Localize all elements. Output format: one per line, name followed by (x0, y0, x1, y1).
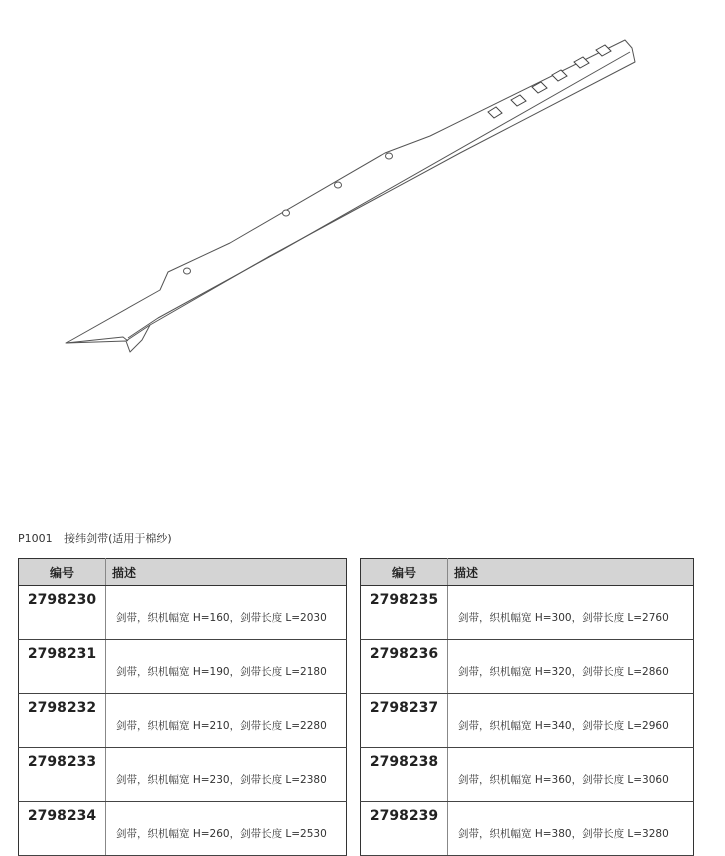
table-row (19, 694, 347, 748)
band-hole (335, 182, 342, 188)
part-code: 2798238 (361, 748, 448, 802)
table-row (361, 694, 694, 748)
table-row (361, 586, 694, 640)
part-description: 剑带，织机幅宽 H=340，剑带长度 L=2960 (448, 694, 694, 748)
table-row (19, 748, 347, 802)
header-code: 编号 (361, 559, 448, 586)
band-inner-edge (128, 52, 630, 338)
part-description: 剑带，织机幅宽 H=260，剑带长度 L=2530 (106, 802, 347, 856)
part-description: 剑带，织机幅宽 H=230，剑带长度 L=2380 (106, 748, 347, 802)
table-row (19, 586, 347, 640)
section-code: P1001 (18, 532, 53, 545)
part-description: 剑带，织机幅宽 H=380，剑带长度 L=3280 (448, 802, 694, 856)
part-description: 剑带，织机幅宽 H=190，剑带长度 L=2180 (106, 640, 347, 694)
rapier-band-illustration (0, 0, 725, 400)
table-header-row (361, 559, 694, 586)
part-code: 2798230 (19, 586, 106, 640)
part-code: 2798232 (19, 694, 106, 748)
band-hole (386, 153, 393, 159)
part-code: 2798239 (361, 802, 448, 856)
section-title: 接纬剑带(适用于棉纱) (64, 532, 172, 545)
table-row (19, 640, 347, 694)
part-description: 剑带，织机幅宽 H=300，剑带长度 L=2760 (448, 586, 694, 640)
part-description: 剑带，织机幅宽 H=160，剑带长度 L=2030 (106, 586, 347, 640)
table-row (361, 748, 694, 802)
part-code: 2798236 (361, 640, 448, 694)
band-hole (283, 210, 290, 216)
part-code: 2798234 (19, 802, 106, 856)
band-hole (184, 268, 191, 274)
parts-table-right (360, 558, 694, 856)
part-description: 剑带，织机幅宽 H=210，剑带长度 L=2280 (106, 694, 347, 748)
table-row (361, 802, 694, 856)
part-code: 2798237 (361, 694, 448, 748)
part-code: 2798233 (19, 748, 106, 802)
header-description: 描述 (448, 559, 694, 586)
part-code: 2798231 (19, 640, 106, 694)
header-code: 编号 (19, 559, 106, 586)
part-description: 剑带，织机幅宽 H=320，剑带长度 L=2860 (448, 640, 694, 694)
section-caption (18, 530, 172, 546)
table-row (361, 640, 694, 694)
table-row (19, 802, 347, 856)
table-header-row (19, 559, 347, 586)
band-outline (66, 40, 635, 352)
header-description: 描述 (106, 559, 347, 586)
parts-table-left (18, 558, 347, 856)
part-description: 剑带，织机幅宽 H=360，剑带长度 L=3060 (448, 748, 694, 802)
part-code: 2798235 (361, 586, 448, 640)
